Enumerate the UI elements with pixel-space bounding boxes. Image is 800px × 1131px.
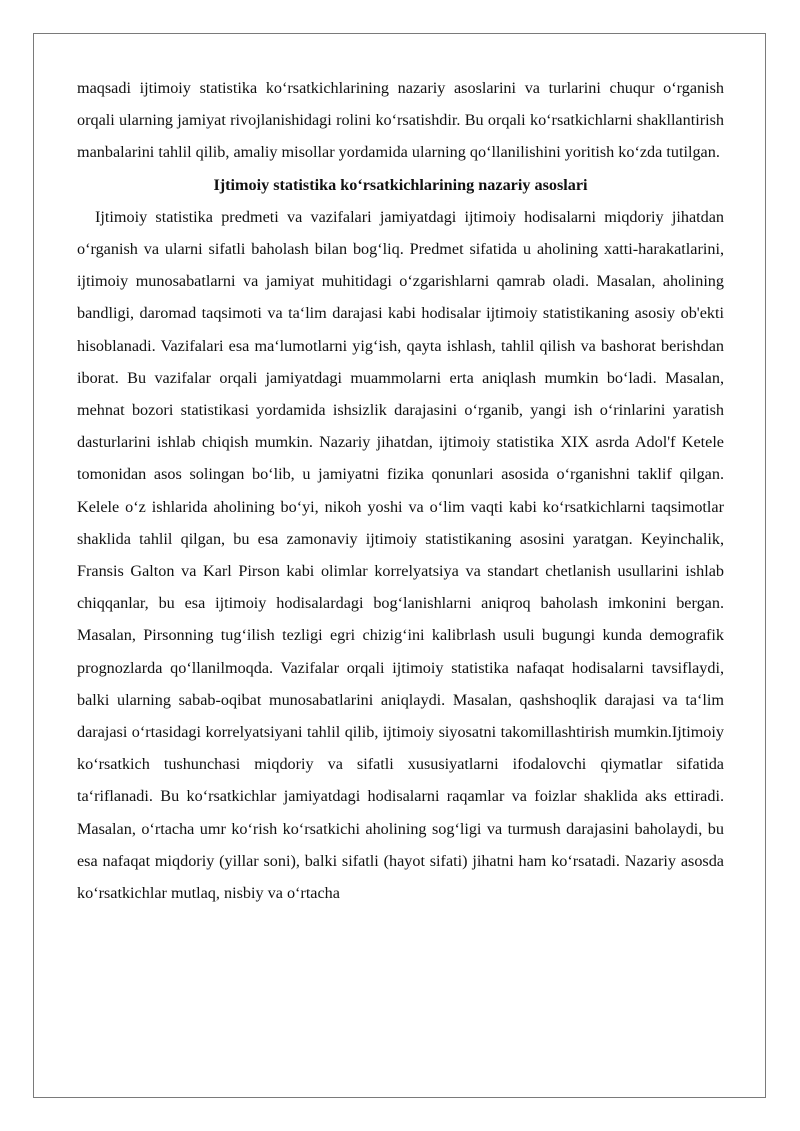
- intro-paragraph: maqsadi ijtimoiy statistika koʻrsatkichlarining nazariy asoslarini va turlarini chuqur oʻrganish orqali ularning jamiyat rivojlanishidagi rolini koʻrsatishdir. Bu orqali koʻrsatkichlarni shakllantirish manbalarini tahlil qilib, amaliy misollar yordamida ularning qoʻllanilishini yoritish koʻzda tutilgan.: [77, 79, 724, 162]
- document-body: [77, 72, 724, 909]
- body-paragraph: Ijtimoiy statistika predmeti va vazifalari jamiyatdagi ijtimoiy hodisalarni miqdoriy jihatdan oʻrganish va ularni sifatli baholash bilan bogʻliq. Predmet sifatida u aholining xatti-harakatlarini, ijtimoiy munosabatlarni va jamiyat muhitidagi oʻzgarishlarni qamrab oladi. Masalan, aholining bandligi, daromad taqsimoti va taʻlim darajasi kabi hodisalar ijtimoiy statistikaning asosiy ob'ekti hisoblanadi. Vazifalari esa maʻlumotlarni yigʻish, qayta ishlash, tahlil qilish va bashorat berishdan iborat. Bu vazifalar orqali jamiyatdagi muammolarni erta aniqlash mumkin boʻladi. Masalan, mehnat bozori statistikasi yordamida ishsizlik darajasini oʻrganib, yangi ish oʻrinlarini yaratish dasturlarini ishlab chiqish mumkin. Nazariy jihatdan, ijtimoiy statistika XIX asrda Adol'f Ketele tomonidan asos solingan boʻlib, u jamiyatni fizika qonunlari asosida oʻrganishni taklif qilgan. Kelele oʻz ishlarida aholining boʻyi, nikoh yoshi va oʻlim vaqti kabi koʻrsatkichlarni taqsimotlar shaklida tahlil qilgan, bu esa zamonaviy ijtimoiy statistikaning asosini yaratgan. Keyinchalik, Fransis Galton va Karl Pirson kabi olimlar korrelyatsiya va standart chetlanish usullarini ishlab chiqqanlar, bu esa ijtimoiy hodisalardagi bogʻlanishlarni aniqroq baholash imkonini bergan. Masalan, Pirsonning tugʻilish tezligi egri chizigʻini kalibrlash usuli bugungi kunda demografik prognozlarda qoʻllanilmoqda. Vazifalar orqali ijtimoiy statistika nafaqat hodisalarni tavsiflaydi, balki ularning sabab-oqibat munosabatlarini aniqlaydi. Masalan, qashshoqlik darajasi va taʻlim darajasi oʻrtasidagi korrelyatsiyani tahlil qilib, ijtimoiy siyosatni takomillashtirish mumkin.Ijtimoiy koʻrsatkich tushunchasi miqdoriy va sifatli xususiyatlarni ifodalovchi qiymatlar sifatida taʻriflanadi. Bu koʻrsatkichlar jamiyatdagi hodisalarni raqamlar va foizlar shaklida aks ettiradi. Masalan, oʻrtacha umr koʻrish koʻrsatkichi aholining sogʻligi va turmush darajasini baholaydi, bu esa nafaqat miqdoriy (yillar soni), balki sifatli (hayot sifati) jihatni ham koʻrsatadi. Nazariy asosda koʻrsatkichlar mutlaq, nisbiy va oʻrtacha: [77, 207, 724, 903]
- section-heading: Ijtimoiy statistika koʻrsatkichlarining nazariy asoslari: [213, 175, 588, 194]
